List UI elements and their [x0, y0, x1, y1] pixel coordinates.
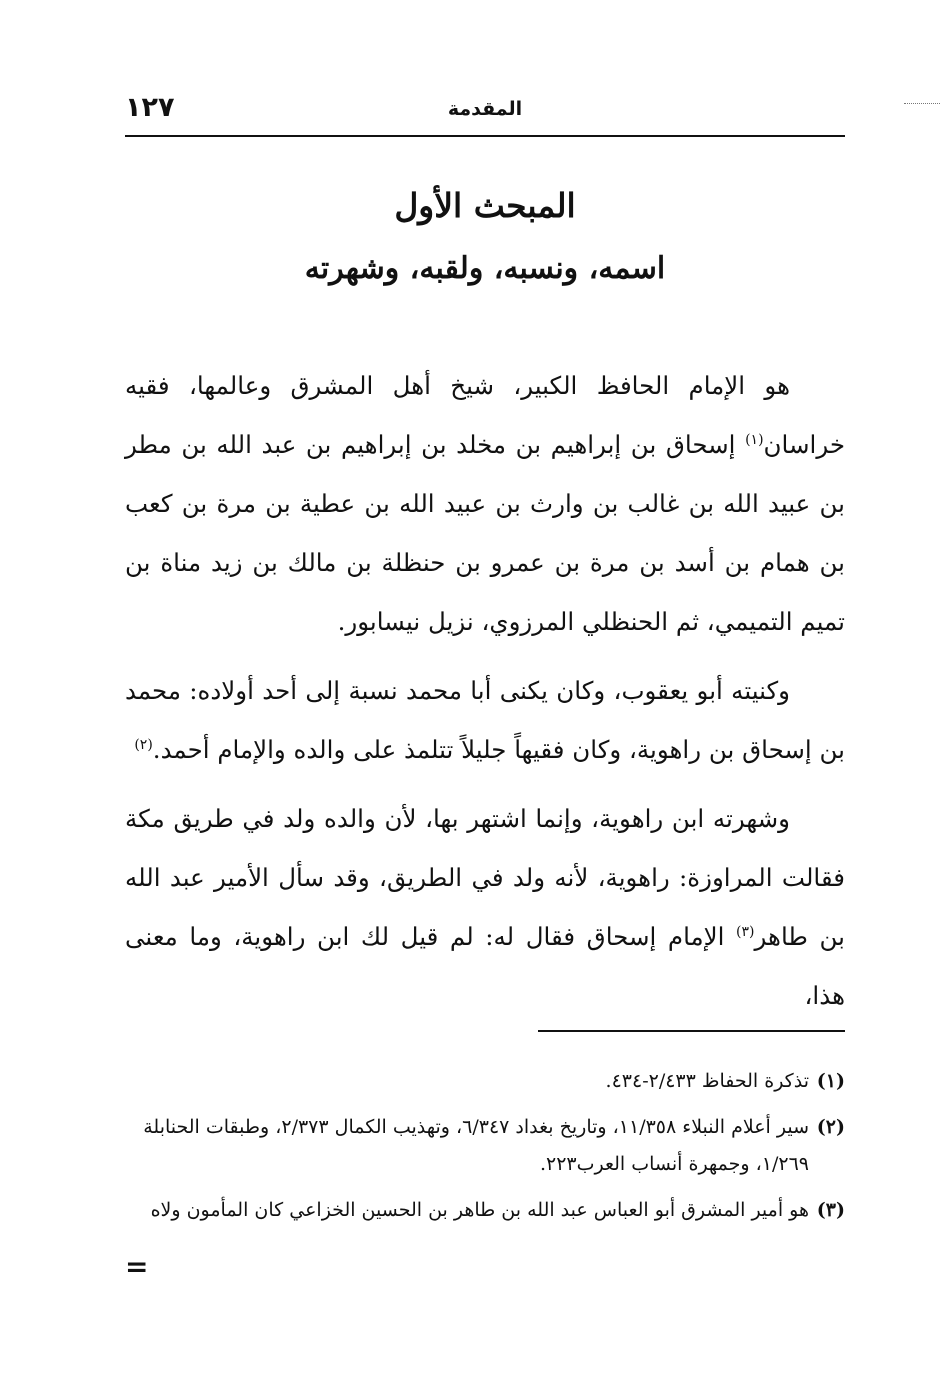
paragraph-text-cont: إسحاق بن إبراهيم بن مخلد بن إبراهيم بن عبد الله بن مطر بن عبيد الله بن غالب بن وارث بن عبيد الله بن عطية بن مرة بن كعب بن همام بن أسد بن مرة بن عمرو بن حنظلة بن مالك بن زيد مناة بن تميم التميمي، ثم الحنظلي المرزوي، نزيل نيسابور. [125, 430, 845, 636]
footnote-separator [538, 1030, 845, 1032]
footnote-number: (١) [816, 1070, 845, 1092]
paragraph-text: وكنيته أبو يعقوب، وكان يكنى أبا محمد نسبة إلى أحد أولاده: محمد بن إسحاق بن راهوية، وكان فقيهاً جليلاً تتلمذ على والده والإمام أحمد. [125, 676, 845, 764]
footnote-text: هو أمير المشرق أبو العباس عبد الله بن طاهر بن الحسين الخزاعي كان المأمون ولاه [150, 1199, 809, 1221]
footnote-text: تذكرة الحفاظ ٢/٤٣٣-٤٣٤. [605, 1070, 809, 1092]
continuation-mark: = [125, 1250, 149, 1283]
paragraph-name-lineage [125, 356, 845, 651]
page-edge-mark [904, 103, 940, 104]
footnote-3 [125, 1192, 845, 1229]
section-subtitle: اسمه، ونسبه، ولقبه، وشهرته [304, 251, 666, 286]
paragraph-text: هو الإمام الحافظ الكبير، شيخ أهل المشرق وعالمها، فقيه خراسان [125, 371, 845, 459]
footnote-number: (٣) [816, 1199, 845, 1221]
footnote-ref-3[interactable]: (٣) [736, 923, 755, 940]
footnote-1 [125, 1063, 845, 1100]
footnote-2 [125, 1109, 845, 1183]
body-text [125, 356, 845, 1025]
running-title: المقدمة [447, 98, 523, 120]
footnote-number: (٢) [816, 1116, 845, 1138]
header-rule [125, 135, 845, 137]
paragraph-kunya [125, 661, 845, 779]
paragraph-fame [125, 789, 845, 1025]
page-header [125, 92, 845, 132]
paragraph-text-cont: الإمام إسحاق فقال له: لم قيل لك ابن راهوية، وما معنى هذا، [125, 922, 845, 1010]
footnote-ref-1[interactable]: (١) [745, 431, 764, 448]
footnote-ref-2[interactable]: (٢) [134, 736, 153, 753]
page-number: ١٢٧ [125, 92, 175, 123]
paragraph-text: وشهرته ابن راهوية، وإنما اشتهر بها، لأن والده ولد في طريق مكة فقالت المراوزة: راهوية، لأنه ولد في الطريق، وقد سأل الأمير عبد الله بن طاهر [125, 804, 845, 951]
footnote-text: سير أعلام النبلاء ١١/٣٥٨، وتاريخ بغداد ٦/٣٤٧، وتهذيب الكمال ٢/٣٧٣، وطبقات الحنابلة ١/٢٦٩، وجمهرة أنساب العرب٢٢٣. [143, 1116, 809, 1175]
footnotes [125, 1063, 845, 1238]
section-title: المبحث الأول [394, 186, 576, 225]
